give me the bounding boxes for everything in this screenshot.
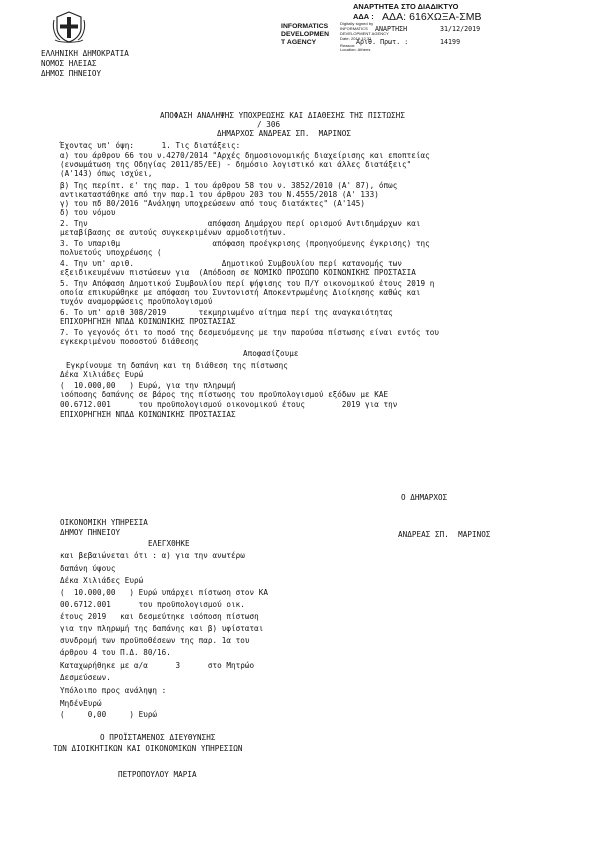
mayor-signature-title: Ο ΔΗΜΑΡΧΟΣ [401, 493, 448, 502]
protocol-label: Αριθ. Πρωτ. : [356, 38, 409, 46]
mayor-heading: ΔΗΜΑΡΧΟΣ ΑΝΔΡΕΑΣ ΣΠ. ΜΑΡΙΝΟΣ [217, 129, 352, 138]
body-line: α) του άρθρου 66 του ν.4270/2014 "Αρχές δημοσιονομικής διαχείρισης και εποπτείας [60, 151, 430, 160]
signature-info-5: Reason: [340, 43, 356, 48]
body-line: (ενσωμάτωση της Οδηγίας 2011/85/ΕΕ) - δημόσιο λογιστικό και άλλες διατάξεις" [60, 160, 412, 169]
header-municipality: ΔΗΜΟΣ ΠΗΝΕΙΟΥ [41, 69, 102, 78]
signature-info-4: Date: 2019.12.31 [340, 36, 372, 41]
finance-line: Δεσμεύσεων. [60, 673, 111, 682]
body-line: μεταβίβασης σε αυτούς συγκεκριμένων αρμοδιοτήτων. [60, 228, 287, 237]
agency-line-3: T AGENCY [281, 39, 317, 46]
body-line: 5. Την Απόφαση Δημοτικού Συμβουλίου περί ψήφισης του Π/Υ οικονομικού έτους 2019 η [60, 279, 435, 288]
signature-info-1: Digitally signed by [340, 21, 374, 26]
agency-line-2: DEVELOPMEN [281, 31, 330, 38]
agency-line-1: INFORMATICS [281, 23, 329, 30]
finance-line: ( 10.000,00 ) Ευρώ υπάρχει πίστωση στον ΚΑ [60, 588, 268, 597]
body-line: οποία επικυρώθηκε με απόφαση του Συντονιστή Αποκεντρωμένης Διοίκησης καθώς και [60, 288, 421, 297]
finance-line: δαπάνη ύψους [60, 564, 116, 573]
finance-line: 00.6712.001 του προϋπολογισμού οικ. [60, 600, 245, 609]
signature-info-6: Location: Athens [340, 47, 371, 52]
body-line: εγκεκριμένου ποσοστού διάθεσης [60, 337, 199, 346]
header-prefecture: ΝΟΜΟΣ ΗΛΕΙΑΣ [41, 59, 97, 68]
finance-line: ΔΗΜΟΥ ΠΗΝΕΙΟΥ [60, 528, 121, 537]
body-line: εξειδικευμένων πιστώσεων για (Απόδοση σε ΝΟΜΙΚΟ ΠΡΟΣΩΠΟ ΚΟΙΝΩΝΙΚΗΣ ΠΡΟΣΤΑΣΙΑ [60, 268, 416, 277]
body-line: 6. Το υπ' αριθ 308/2019 τεκμηριωμένο αίτημα περί της αναγκαιότητας [60, 308, 393, 317]
body-line: δ) του νόμου [60, 208, 116, 217]
finance-line: για την πληρωμή της δαπάνης και β) υφίσταται [60, 624, 264, 633]
body-line: ΕΠΙΧΟΡΗΓΗΣΗ ΝΠΔΔ ΚΟΙΝΩΝΙΚΗΣ ΠΡΟΣΤΑΣΙΑΣ [60, 317, 236, 326]
finance-line: ΟΙΚΟΝΟΜΙΚΗ ΥΠΗΡΕΣΙΑ [60, 518, 148, 527]
body-line: αντικαταστάθηκε από την παρ.1 του άρθρου 203 του Ν.4555/2018 (Α' 133) [60, 190, 379, 199]
body-line: 00.6712.001 του προϋπολογισμού οικονομικού έτους 2019 για την [60, 400, 398, 409]
body-line: 4. Την υπ' αριθ. Δημοτικού Συμβουλίου περί κατανομής των [60, 259, 403, 268]
body-line: β) Της περίπτ. ε' της παρ. 1 του άρθρου 58 του ν. 3852/2010 (Α' 87), όπως [60, 181, 398, 190]
finance-line: Υπόλοιπο προς ανάληψη : [60, 686, 167, 695]
body-line: 7. Το γεγονός ότι το ποσό της δεσμευόμενης με την παρούσα πίστωσης είναι εντός του [60, 328, 439, 337]
finance-line: συνδρομή των προϋποθέσεων της παρ. 1α του [60, 636, 250, 645]
signature-info-3: DEVELOPMENT AGENCY [340, 31, 389, 36]
body-line: Εγκρίνουμε τη δαπάνη και τη διάθεση της πίστωσης [66, 361, 288, 370]
body-line: 3. Το υπαριθμ απόφαση προέγκρισης (προηγούμενης έγκρισης) της [60, 239, 430, 248]
finance-line: Δέκα Χιλιάδες Ευρώ [60, 576, 144, 585]
header-republic: ΕΛΛΗΝΙΚΗ ΔΗΜΟΚΡΑΤΙΑ [41, 49, 129, 58]
decision-heading: Αποφασίζουμε [243, 349, 299, 358]
body-line: ισόποσης δαπάνης σε βάρος της πίστωσης του προϋπολογισμού εξόδων με ΚΑΕ [60, 390, 389, 399]
body-line: Δέκα Χιλιάδες Ευρώ [60, 370, 144, 379]
document-title: ΑΠΟΦΑΣΗ ΑΝΑΛΗΨΗΣ ΥΠΟΧΡΕΩΣΗΣ ΚΑΙ ΔΙΑΘΕΣΗΣ ΤΗΣ ΠΙΣΤΩΣΗΣ [160, 111, 405, 120]
finance-line: έτους 2019 και δεσμεύτηκε ισόποση πίστωση [60, 612, 259, 621]
director-title-1: Ο ΠΡΟΪΣΤΑΜΕΝΟΣ ΔΙΕΥΘΥΝΣΗΣ [100, 733, 216, 742]
body-line: γ) του πδ 80/2016 "Ανάληψη υποχρεώσεων από τους διατάκτες" (Α'145) [60, 199, 366, 208]
director-title-2: ΤΩΝ ΔΙΟΙΚΗΤΙΚΩΝ ΚΑΙ ΟΙΚΟΝΟΜΙΚΩΝ ΥΠΗΡΕΣΙΩΝ [53, 744, 243, 753]
signature-info-2: INFORMATICS [340, 26, 368, 31]
body-line: (Α'143) όπως ισχύει, [60, 169, 153, 178]
finance-line: άρθρου 4 του Π.Δ. 80/16. [60, 648, 171, 657]
body-line: πολυετούς υποχρέωσης ( [60, 248, 162, 257]
finance-line: ( 0,00 ) Ευρώ [60, 710, 158, 719]
finance-line: Καταχωρήθηκε με α/α 3 στο Μητρώο [60, 661, 255, 670]
mayor-signature-name: ΑΝΔΡΕΑΣ ΣΠ. ΜΑΡΙΝΟΣ [398, 530, 491, 539]
finance-line: και βεβαιώνεται ότι : α) για την ανωτέρω [60, 551, 245, 560]
body-line: ( 10.000,00 ) Ευρώ, για την πληρωμή [60, 381, 236, 390]
greek-coat-of-arms-icon [52, 10, 86, 44]
protocol-number: 14199 [440, 38, 461, 46]
posting-date: 31/12/2019 [440, 25, 481, 33]
body-line: Έχοντας υπ' όψη: 1. Τις διατάξεις: [60, 141, 241, 150]
director-name: ΠΕΤΡΟΠΟΥΛΟΥ ΜΑΡΙΑ [118, 770, 197, 779]
body-line: τυχόν αναμορφώσεις προϋπολογισμού [60, 297, 213, 306]
finance-line: ΜηδένΕυρώ [60, 699, 102, 708]
body-line: 2. Την απόφαση Δημάρχου περί ορισμού Αντιδημάρχων και [60, 219, 421, 228]
ada-value: ΑΔΑ: 616ΧΩΞΑ-ΣΜΒ [382, 11, 482, 23]
decision-number: / 306 [257, 120, 281, 129]
ada-label: ΑΔΑ : [353, 12, 374, 21]
posting-label: ΑΝΑΡΤΗΣΗ [375, 25, 408, 33]
checked-label: ΕΛΕΓΧΘΗΚΕ [148, 539, 190, 548]
body-line: ΕΠΙΧΟΡΗΓΗΣΗ ΝΠΔΔ ΚΟΙΝΩΝΙΚΗΣ ΠΡΟΣΤΑΣΙΑΣ [60, 410, 236, 419]
posted-on-internet-label: ΑΝΑΡΤΗΤΕΑ ΣΤΟ ΔΙΑΔΙΚΤΥΟ [353, 2, 459, 11]
